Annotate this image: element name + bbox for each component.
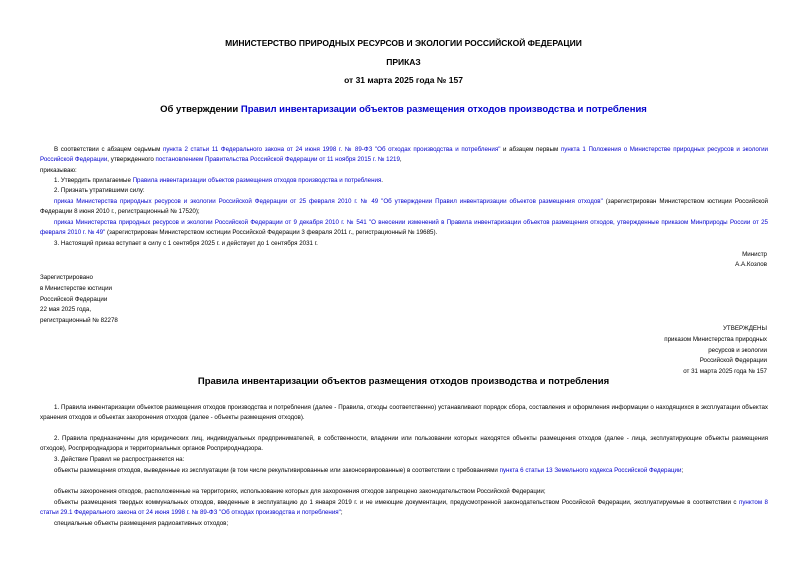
rules-text: ; [340, 509, 343, 517]
title-prefix: Об утверждении [160, 104, 241, 115]
preamble-text: В соответствии с абзацем седьмым [54, 146, 163, 153]
registration-line: 22 мая 2025 года, [40, 306, 92, 313]
registration-line: Российской Федерации [40, 296, 108, 303]
rules-heading: Правила инвентаризации объектов размещения отходов производства и потребления [197, 376, 610, 387]
item-2: 2. Признать утратившими силу: [54, 187, 145, 194]
rules-paragraph-1: 1. Правила инвентаризации объектов размещения отходов производства и потребления (далее - Правила, отходы соответственно) устанавливают порядок сбора, составления и оформления информации о находящихся в эксплуатации объектах хранения отходов и объектах захоронения отходов (далее - объекты размещения отходов). [40, 404, 768, 422]
registration-line: Зарегистрировано [40, 274, 93, 281]
preamble-text: , [399, 156, 402, 164]
approval-line: Российской Федерации [699, 357, 767, 364]
signature-name: А.А.Козлов [735, 261, 767, 268]
item-3: 3. Настоящий приказ вступает в силу с 1 сентября 2025 г. и действует до 1 сентября 2031 г. [54, 240, 318, 247]
item-text: (зарегистрирован Министерством юстиции Российской Федерации 8 июня 2010 г., регистрационный № 17520); [40, 198, 768, 216]
signature-position: Министр [742, 251, 767, 258]
rules-paragraph-7: специальные объекты размещения радиоактивных отходов; [54, 520, 229, 527]
title-link[interactable]: Правил инвентаризации объектов размещения отходов производства и потребления [240, 104, 647, 115]
rules-paragraph-6 [40, 498, 768, 519]
preamble-text: , утвержденного [107, 156, 156, 164]
government-decree-link[interactable]: постановлением Правительства Российской Федерации от 11 ноября 2015 г. № 1219 [155, 156, 400, 164]
registration-line: в Министерстве юстиции [40, 285, 113, 292]
approval-line: ресурсов и экологии [708, 347, 767, 354]
item-text: . [381, 177, 384, 184]
item-text: (зарегистрирован Министерством юстиции Российской Федерации 3 февраля 2011 г., регистрационный № 19685). [105, 229, 438, 237]
ministry-regulation-link[interactable]: пункта 1 Положения о Министерстве природных ресурсов и экологии Российской Федерации [40, 146, 768, 164]
registration-line: регистрационный № 82278 [40, 317, 118, 324]
rules-paragraph-2: 2. Правила предназначены для юридических лиц, индивидуальных предпринимателей, в собственности, владении или пользовании которых находятся объекты размещения отходов (далее - лица, эксплуатирующие объекты размещения отходов), Росприроднадзора и территориальных органов Росприроднадзора. [40, 435, 768, 453]
approval-line: приказом Министерства природных [664, 336, 767, 343]
approval-line: от 31 марта 2025 года № 157 [683, 368, 767, 375]
rules-paragraph-4 [40, 466, 768, 476]
law-89fz-article-link[interactable]: пунктом 8 статьи 29.1 Федерального закона от 24 июня 1998 г. № 89-ФЗ "Об отходах производства и потребления" [40, 499, 768, 517]
ministry-heading: МИНИСТЕРСТВО ПРИРОДНЫХ РЕСУРСОВ И ЭКОЛОГИИ РОССИЙСКОЙ ФЕДЕРАЦИИ [225, 38, 582, 48]
land-code-link[interactable]: пункта 6 статьи 13 Земельного кодекса Российской Федерации [499, 467, 682, 474]
order-word: приказываю: [40, 167, 77, 174]
item-2b [40, 218, 768, 239]
approval-line: УТВЕРЖДЕНЫ [723, 325, 767, 332]
rules-paragraph-3: 3. Действие Правил не распространяется на: [54, 456, 185, 463]
rules-text: ; [681, 467, 684, 474]
document-type: ПРИКАЗ [386, 57, 421, 67]
document-date-number: от 31 марта 2025 года № 157 [344, 75, 463, 85]
law-89fz-link[interactable]: пункта 2 статьи 11 Федерального закона от 24 июня 1998 г. № 89-ФЗ "Об отходах производства и потребления" [162, 146, 501, 153]
rules-text: объекты размещения отходов, выведенные из эксплуатации (в том числе рекультивированные или законсервированные) в соответствии с требованиями [54, 467, 500, 474]
document-title [0, 104, 807, 115]
order-49-link[interactable]: приказ Министерства природных ресурсов и экологии Российской Федерации от 25 февраля 2010 г. № 49 "Об утверждении Правил инвентаризации объектов размещения отходов" [54, 198, 603, 205]
order-541-link[interactable]: приказ Министерства природных ресурсов и экологии Российской Федерации от 9 декабря 2010 г. № 541 "О внесении изменений в Правила инвентаризации объектов размещения отходов, утвержденные приказом Минприроды России от 25 февраля 2010 г. № 49" [40, 219, 768, 237]
item-1 [40, 176, 768, 186]
preamble-paragraph [40, 145, 768, 166]
item-2a [40, 197, 768, 218]
rules-link[interactable]: Правила инвентаризации объектов размещения отходов производства и потребления [132, 177, 382, 184]
rules-paragraph-5: объекты захоронения отходов, расположенные на территориях, использование которых для захоронения отходов запрещено законодательством Российской Федерации; [54, 488, 546, 495]
item-text: 1. Утвердить прилагаемые [54, 177, 133, 184]
rules-text: объекты размещения твердых коммунальных отходов, введенные в эксплуатацию до 1 января 2019 г. и не имеющие документации, предусмотренной законодательством Российской Федерации, эксплуатируемые в соответствии с [54, 499, 739, 506]
preamble-text: и абзацем первым [500, 146, 561, 153]
